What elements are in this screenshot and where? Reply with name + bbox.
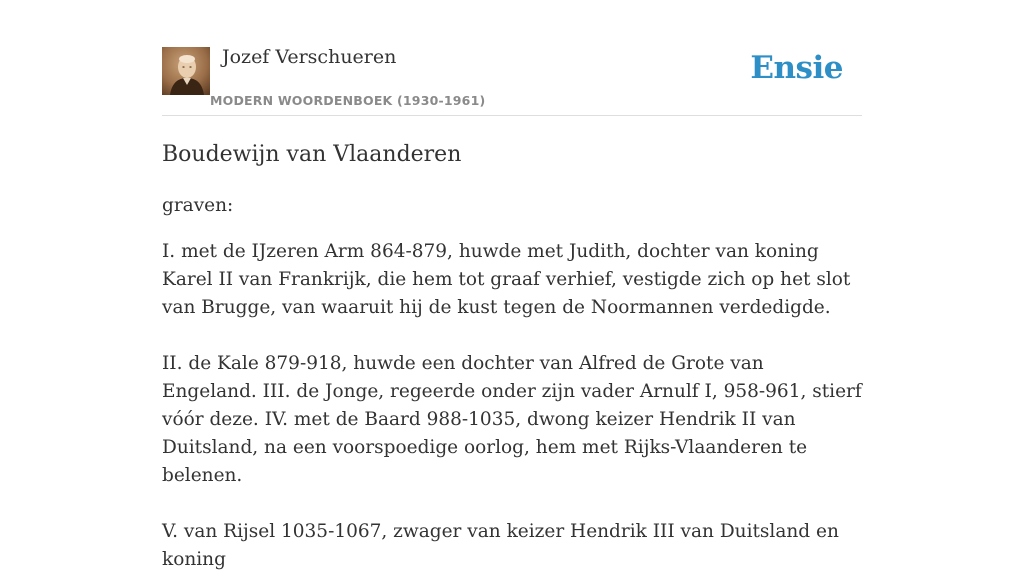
article-paragraph: II. de Kale 879-918, huwde een dochter van Alfred de Grote van Engeland. III. de Jonge, regeerde onder zijn vader Arnulf I, 958-961, stierf vóór deze. IV. met de Baard 988-1035, dwong keizer Hendrik II van Duitsland, na een voorspoedige oorlog, hem met Rijks-Vlaanderen te belenen. bbox=[162, 353, 862, 486]
author-portrait-icon bbox=[162, 47, 210, 95]
brand-logo[interactable]: Ensie bbox=[750, 50, 843, 86]
article-paragraph: I. met de IJzeren Arm 864-879, huwde met Judith, dochter van koning Karel II van Frankrijk, die hem tot graaf verhief, vestigde zich op het slot van Brugge, van waaruit hij de kust tegen de Noormannen verdedigde. bbox=[162, 241, 851, 318]
article bbox=[162, 140, 862, 574]
article-subtitle: graven: bbox=[162, 195, 234, 216]
source-label[interactable]: MODERN WOORDENBOEK (1930-1961) bbox=[210, 93, 486, 108]
author-name[interactable]: Jozef Verschueren bbox=[222, 46, 397, 68]
article-paragraph: V. van Rijsel 1035-1067, zwager van keizer Hendrik III van Duitsland en koning bbox=[162, 521, 839, 570]
header bbox=[162, 40, 862, 116]
author-avatar[interactable] bbox=[162, 47, 210, 95]
article-title: Boudewijn van Vlaanderen bbox=[162, 142, 462, 167]
